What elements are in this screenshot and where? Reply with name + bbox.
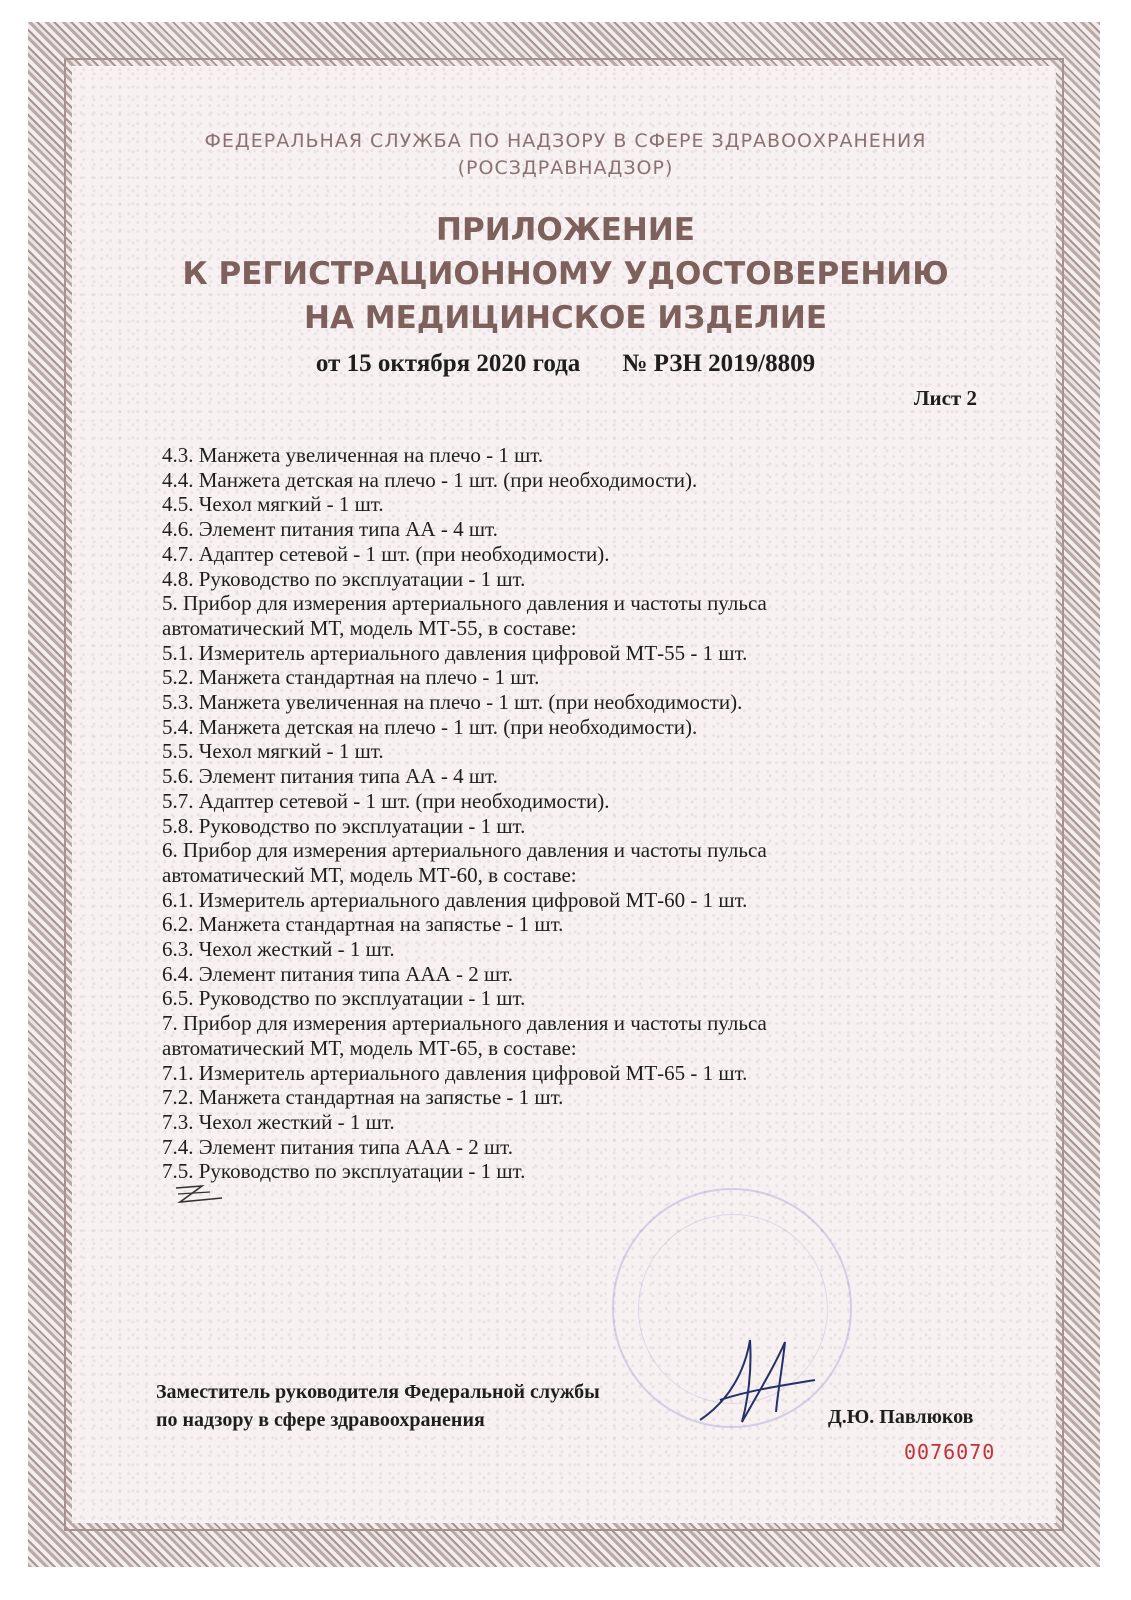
list-item: 6. Прибор для измерения артериального давления и частоты пульса <box>162 838 767 863</box>
list-item: 5.2. Манжета стандартная на плечо - 1 шт. <box>162 665 540 690</box>
document-title <box>0 208 1131 340</box>
title-line-3: НА МЕДИЦИНСКОЕ ИЗДЕЛИЕ <box>304 300 827 336</box>
title-line-2: К РЕГИСТРАЦИОННОМУ УДОСТОВЕРЕНИЮ <box>182 256 949 292</box>
position-line-2: по надзору в сфере здравоохранения <box>156 1409 485 1431</box>
position-line-1: Заместитель руководителя Федеральной службы <box>156 1381 600 1403</box>
item-list <box>162 443 882 1184</box>
list-item: 4.3. Манжета увеличенная на плечо - 1 шт. <box>162 443 544 467</box>
serial-number: 0076070 <box>904 1440 996 1464</box>
agency-name: ФЕДЕРАЛЬНАЯ СЛУЖБА ПО НАДЗОРУ В СФЕРЕ ЗДРАВООХРАНЕНИЯ <box>204 130 927 152</box>
list-item: 5.6. Элемент питания типа АА - 4 шт. <box>162 764 498 789</box>
list-item: автоматический МТ, модель МТ-60, в составе: <box>162 862 577 887</box>
list-item: 4.8. Руководство по эксплуатации - 1 шт. <box>162 566 526 591</box>
list-item: 4.4. Манжета детская на плечо - 1 шт. (при необходимости). <box>162 467 698 492</box>
list-item: 5.3. Манжета увеличенная на плечо - 1 шт. (при необходимости). <box>162 690 743 715</box>
list-item: 7.1. Измеритель артериального давления цифровой МТ-65 - 1 шт. <box>162 1060 748 1085</box>
list-item: 7.4. Элемент питания типа ААА - 2 шт. <box>162 1134 514 1159</box>
title-line-1: ПРИЛОЖЕНИЕ <box>436 212 695 248</box>
agency-header <box>0 128 1131 182</box>
list-item: 6.2. Манжета стандартная на запястье - 1 шт. <box>162 912 564 937</box>
signer-name: Д.Ю. Павлюков <box>828 1406 974 1428</box>
list-item: автоматический МТ, модель МТ-55, в составе: <box>162 615 577 640</box>
date-line <box>0 350 1131 378</box>
list-item: 5.8. Руководство по эксплуатации - 1 шт. <box>162 813 526 838</box>
list-item: 5. Прибор для измерения артериального давления и частоты пульса <box>162 591 767 616</box>
list-item: 6.5. Руководство по эксплуатации - 1 шт. <box>162 986 526 1011</box>
list-item: 4.6. Элемент питания типа АА - 4 шт. <box>162 517 498 542</box>
list-item: 4.5. Чехол мягкий - 1 шт. <box>162 492 384 517</box>
registration-number: № РЗН 2019/8809 <box>622 350 816 377</box>
signature-icon <box>690 1330 820 1430</box>
sheet-number: Лист 2 <box>913 386 977 410</box>
list-item: 5.1. Измеритель артериального давления цифровой МТ-55 - 1 шт. <box>162 640 748 665</box>
list-item: 6.4. Элемент питания типа ААА - 2 шт. <box>162 961 514 986</box>
list-item: 7.5. Руководство по эксплуатации - 1 шт. <box>162 1159 526 1184</box>
list-item: 6.3. Чехол жесткий - 1 шт. <box>162 937 395 962</box>
issue-date: от 15 октября 2020 года <box>315 350 581 377</box>
list-item: 7.3. Чехол жесткий - 1 шт. <box>162 1109 395 1134</box>
list-item: 6.1. Измеритель артериального давления цифровой МТ-60 - 1 шт. <box>162 887 748 912</box>
handwritten-mark-icon <box>170 1180 230 1210</box>
list-item: 4.7. Адаптер сетевой - 1 шт. (при необходимости). <box>162 541 610 566</box>
agency-abbreviation: (РОСЗДРАВНАДЗОР) <box>457 157 674 179</box>
signer-position <box>156 1378 600 1434</box>
list-item: 5.7. Адаптер сетевой - 1 шт. (при необходимости). <box>162 788 610 813</box>
list-item: 5.5. Чехол мягкий - 1 шт. <box>162 739 384 764</box>
list-item: 7. Прибор для измерения артериального давления и частоты пульса <box>162 1011 767 1036</box>
list-item: 5.4. Манжета детская на плечо - 1 шт. (при необходимости). <box>162 714 698 739</box>
list-item: автоматический МТ, модель МТ-65, в составе: <box>162 1035 577 1060</box>
list-item: 7.2. Манжета стандартная на запястье - 1 шт. <box>162 1085 564 1110</box>
